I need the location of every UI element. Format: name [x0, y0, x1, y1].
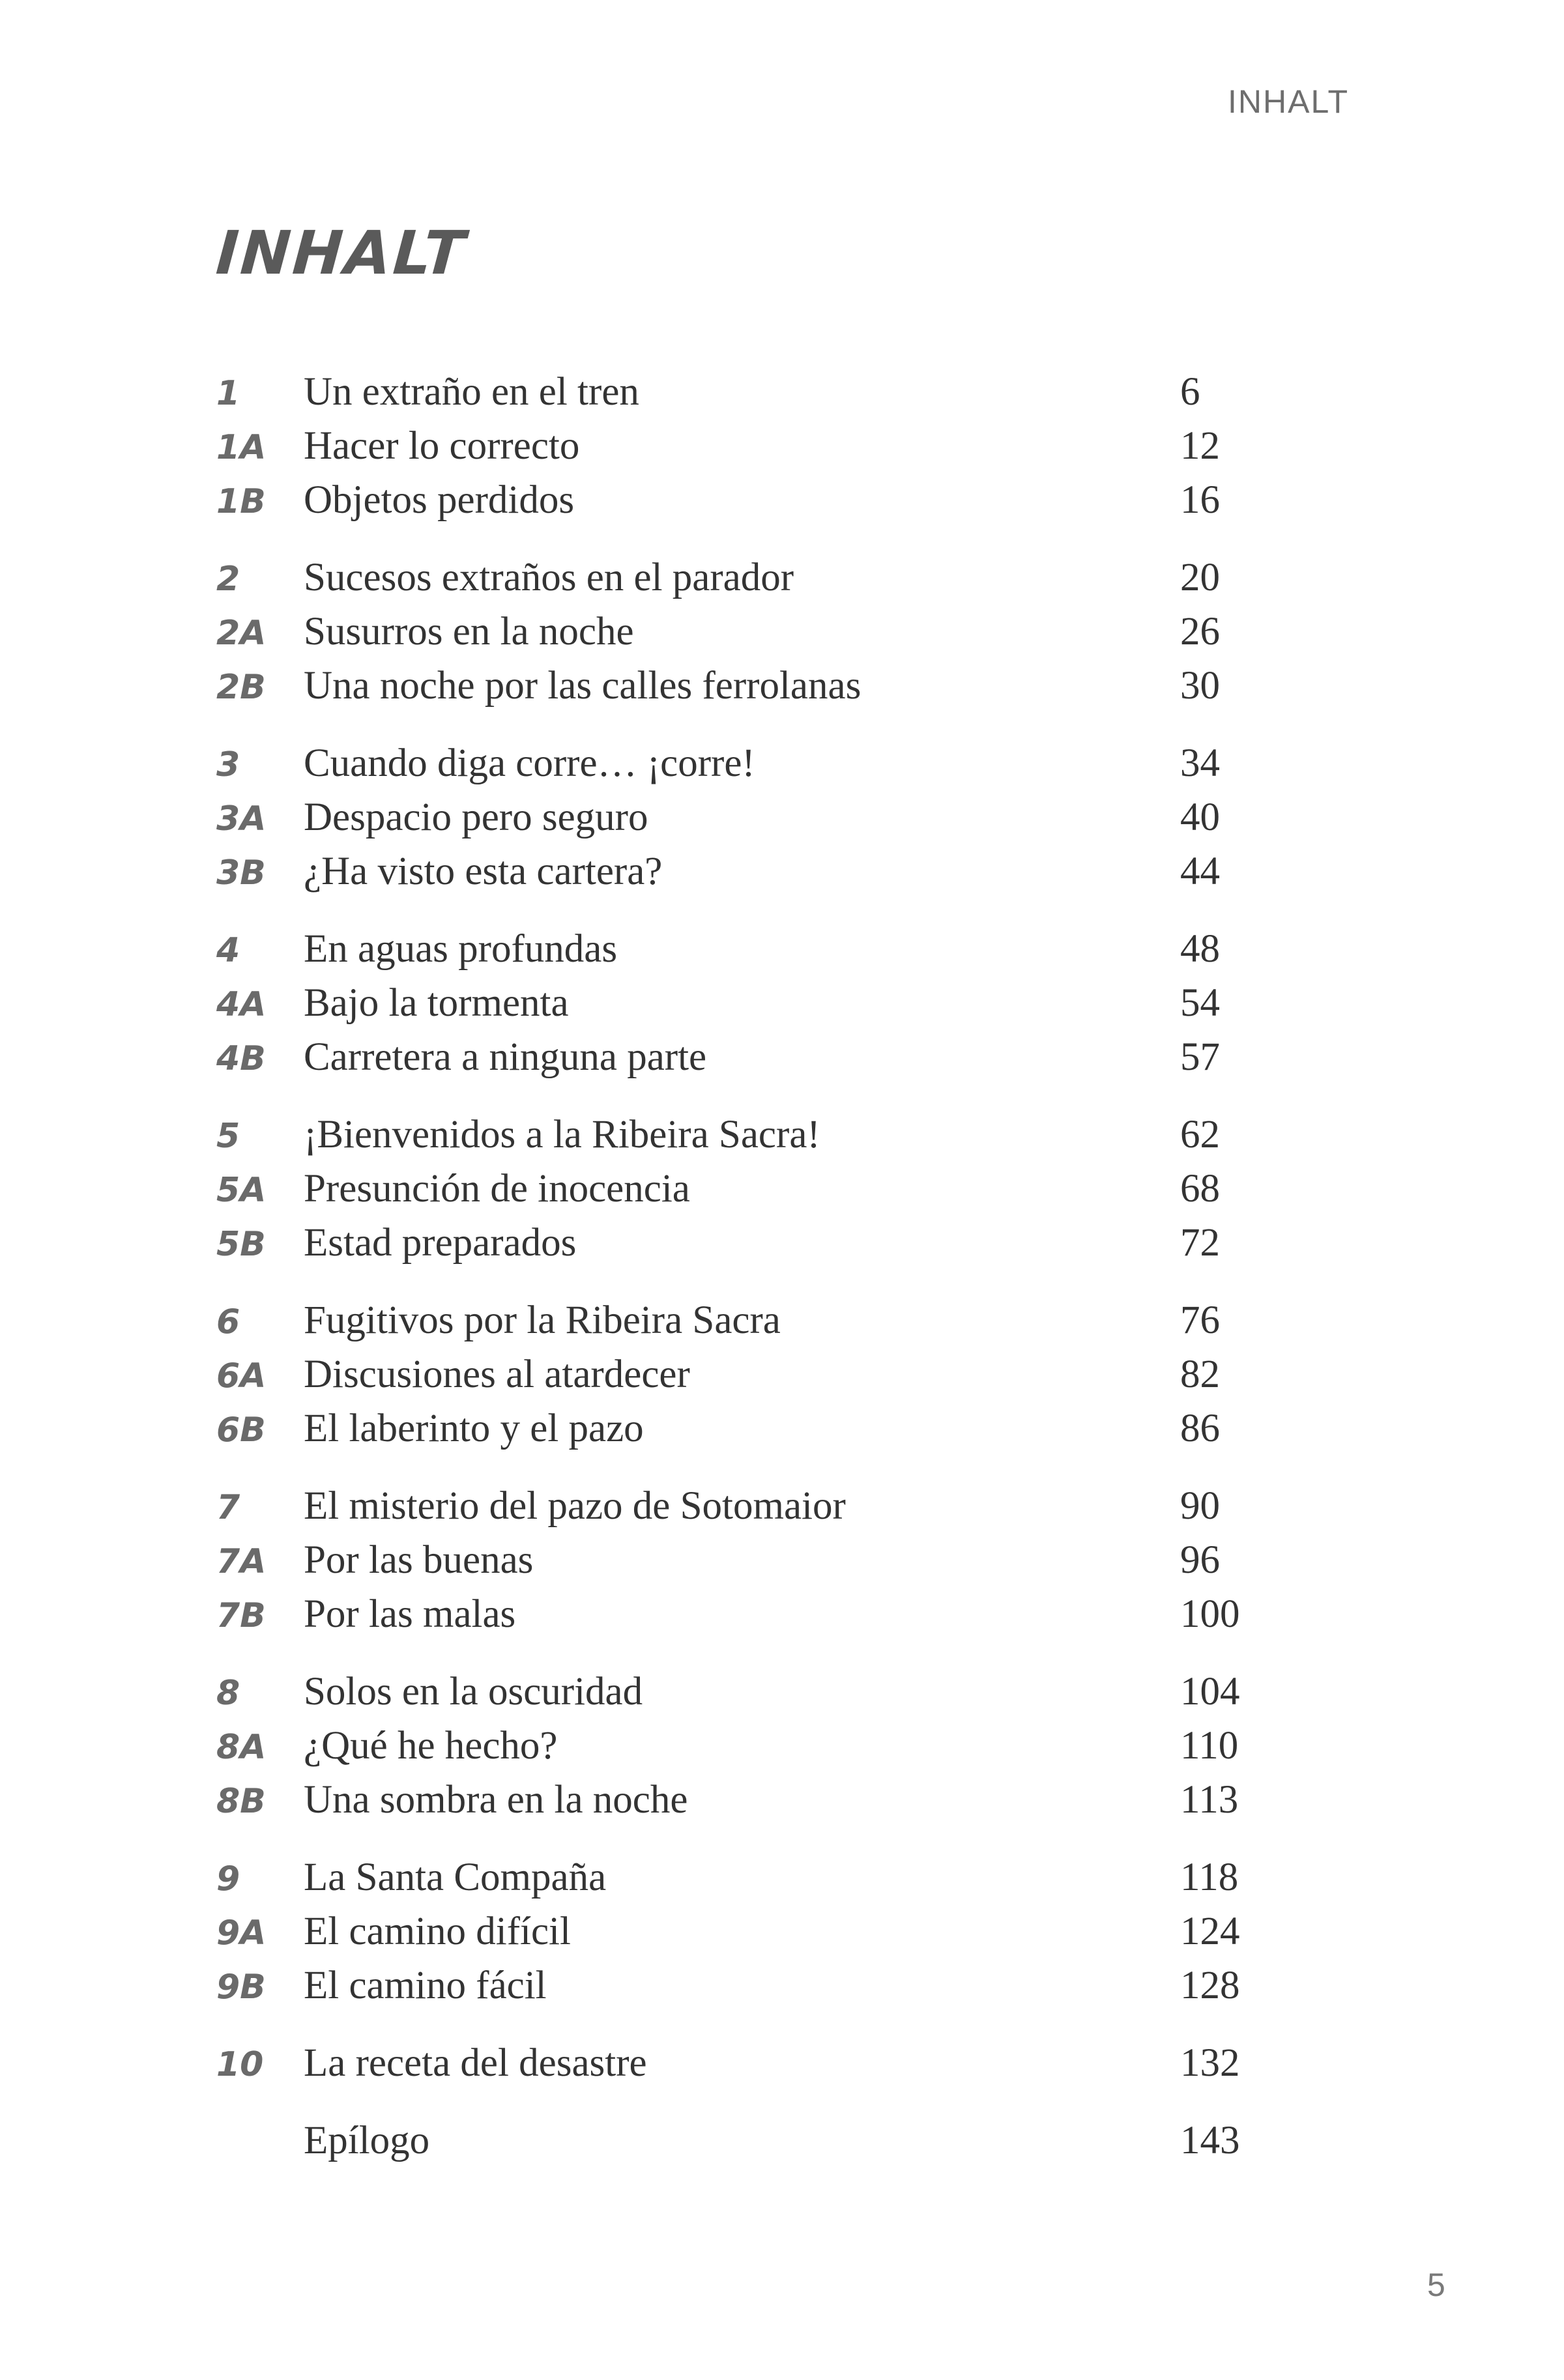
- page-number: 5: [1427, 2267, 1445, 2303]
- chapter-page: 54: [1180, 981, 1220, 1025]
- toc-group: [216, 1479, 1272, 1641]
- chapter-page: 62: [1180, 1113, 1220, 1156]
- chapter-title: Despacio pero seguro: [304, 796, 648, 839]
- chapter-number: 6: [216, 1302, 240, 1341]
- toc-entry: [216, 1904, 1272, 1958]
- chapter-page: 30: [1180, 664, 1220, 708]
- toc-group: [216, 1665, 1272, 1827]
- chapter-page: 96: [1180, 1538, 1220, 1582]
- chapter-title: Una sombra en la noche: [304, 1778, 688, 1822]
- toc-entry: [216, 2114, 1272, 2168]
- toc-entry: [216, 1958, 1272, 2013]
- toc-group: [216, 1850, 1272, 2013]
- table-of-contents: [216, 365, 1272, 2191]
- chapter-number: 8A: [216, 1728, 267, 1767]
- chapter-page: 20: [1180, 556, 1220, 599]
- toc-entry: [216, 1108, 1272, 1162]
- chapter-page: 82: [1180, 1353, 1220, 1396]
- chapter-number: 10: [216, 2045, 264, 2084]
- chapter-page: 132: [1180, 2041, 1240, 2085]
- toc-entry: [216, 419, 1272, 473]
- chapter-title: Estad preparados: [304, 1221, 577, 1265]
- toc-group: [216, 736, 1272, 898]
- chapter-page: 44: [1180, 850, 1220, 893]
- chapter-page: 143: [1180, 2119, 1240, 2162]
- chapter-page: 57: [1180, 1035, 1220, 1079]
- chapter-title: El camino difícil: [304, 1910, 571, 1953]
- chapter-page: 76: [1180, 1298, 1220, 1342]
- toc-group: [216, 365, 1272, 527]
- chapter-number: 7A: [216, 1542, 267, 1581]
- chapter-page: 68: [1180, 1167, 1220, 1211]
- chapter-number: 5: [216, 1117, 240, 1156]
- chapter-number: 4A: [216, 985, 267, 1024]
- chapter-page: 118: [1180, 1856, 1239, 1899]
- chapter-number: 2A: [216, 614, 267, 653]
- chapter-page: 34: [1180, 741, 1220, 785]
- chapter-number: 2B: [216, 668, 266, 707]
- toc-entry: [216, 2036, 1272, 2090]
- chapter-number: 8B: [216, 1782, 266, 1821]
- page-title: INHALT: [214, 218, 469, 288]
- running-header: INHALT: [1228, 83, 1350, 120]
- chapter-number: 6A: [216, 1356, 267, 1396]
- chapter-page: 128: [1180, 1964, 1240, 2007]
- chapter-number: 4B: [216, 1039, 266, 1078]
- toc-entry: [216, 1162, 1272, 1216]
- chapter-number: 1: [216, 374, 240, 413]
- chapter-number: 9B: [216, 1968, 266, 2007]
- toc-entry: [216, 844, 1272, 898]
- chapter-number: 5B: [216, 1225, 266, 1264]
- chapter-number: 4: [216, 931, 240, 970]
- toc-group: [216, 2114, 1272, 2168]
- toc-entry: [216, 1347, 1272, 1401]
- toc-entry: [216, 1030, 1272, 1084]
- chapter-number: 8: [216, 1674, 240, 1713]
- chapter-title: Por las buenas: [304, 1538, 534, 1582]
- toc-group: [216, 922, 1272, 1084]
- chapter-number: 6B: [216, 1411, 266, 1450]
- chapter-title: ¿Ha visto esta cartera?: [304, 850, 663, 893]
- chapter-number: 9: [216, 1859, 240, 1899]
- toc-entry: [216, 1587, 1272, 1641]
- chapter-page: 113: [1180, 1778, 1239, 1822]
- toc-group: [216, 1108, 1272, 1270]
- chapter-number: 7: [216, 1488, 240, 1527]
- chapter-title: Carretera a ninguna parte: [304, 1035, 707, 1079]
- chapter-title: Sucesos extraños en el parador: [304, 556, 794, 599]
- toc-entry: [216, 551, 1272, 605]
- chapter-number: 7B: [216, 1596, 266, 1635]
- chapter-number: 2: [216, 560, 240, 599]
- chapter-title: La receta del desastre: [304, 2041, 647, 2085]
- chapter-title: Un extraño en el tren: [304, 370, 639, 414]
- chapter-title: El camino fácil: [304, 1964, 547, 2007]
- chapter-number: 3B: [216, 853, 266, 893]
- chapter-title: Fugitivos por la Ribeira Sacra: [304, 1298, 781, 1342]
- chapter-number: 3: [216, 745, 240, 784]
- chapter-title: Objetos perdidos: [304, 478, 575, 522]
- chapter-page: 124: [1180, 1910, 1240, 1953]
- chapter-title: La Santa Compaña: [304, 1856, 607, 1899]
- chapter-page: 48: [1180, 927, 1220, 971]
- toc-entry: [216, 976, 1272, 1030]
- toc-entry: [216, 659, 1272, 713]
- chapter-number: 3A: [216, 799, 267, 839]
- chapter-title: Solos en la oscuridad: [304, 1670, 643, 1713]
- toc-group: [216, 1293, 1272, 1455]
- chapter-title: El laberinto y el pazo: [304, 1407, 644, 1450]
- chapter-page: 104: [1180, 1670, 1240, 1713]
- chapter-title: El misterio del pazo de Sotomaior: [304, 1484, 846, 1528]
- toc-entry: [216, 605, 1272, 659]
- chapter-title: Bajo la tormenta: [304, 981, 569, 1025]
- chapter-number: 9A: [216, 1914, 267, 1953]
- toc-entry: [216, 473, 1272, 527]
- toc-group: [216, 2036, 1272, 2090]
- chapter-title: Una noche por las calles ferrolanas: [304, 664, 862, 708]
- chapter-title: Cuando diga corre… ¡corre!: [304, 741, 755, 785]
- toc-entry: [216, 1665, 1272, 1719]
- chapter-page: 12: [1180, 424, 1220, 468]
- chapter-page: 72: [1180, 1221, 1220, 1265]
- chapter-title: Hacer lo correcto: [304, 424, 580, 468]
- toc-entry: [216, 790, 1272, 844]
- chapter-title: Susurros en la noche: [304, 610, 634, 653]
- chapter-title: Por las malas: [304, 1592, 516, 1636]
- toc-entry: [216, 365, 1272, 419]
- chapter-page: 6: [1180, 370, 1200, 414]
- chapter-title: En aguas profundas: [304, 927, 618, 971]
- toc-entry: [216, 1216, 1272, 1270]
- toc-entry: [216, 736, 1272, 790]
- chapter-number: 1A: [216, 428, 267, 467]
- chapter-page: 40: [1180, 796, 1220, 839]
- toc-entry: [216, 1293, 1272, 1347]
- chapter-number: 5A: [216, 1171, 267, 1210]
- chapter-page: 26: [1180, 610, 1220, 653]
- toc-entry: [216, 1401, 1272, 1455]
- chapter-number: 1B: [216, 482, 266, 521]
- toc-group: [216, 551, 1272, 713]
- chapter-page: 100: [1180, 1592, 1240, 1636]
- toc-entry: [216, 1850, 1272, 1904]
- chapter-page: 90: [1180, 1484, 1220, 1528]
- chapter-page: 86: [1180, 1407, 1220, 1450]
- toc-entry: [216, 922, 1272, 976]
- chapter-page: 110: [1180, 1724, 1239, 1768]
- chapter-title: Presunción de inocencia: [304, 1167, 690, 1211]
- toc-entry: [216, 1773, 1272, 1827]
- chapter-title: Discusiones al atardecer: [304, 1353, 690, 1396]
- chapter-title: Epílogo: [304, 2119, 430, 2162]
- toc-entry: [216, 1533, 1272, 1587]
- chapter-title: ¿Qué he hecho?: [304, 1724, 558, 1768]
- chapter-title: ¡Bienvenidos a la Ribeira Sacra!: [304, 1113, 820, 1156]
- toc-entry: [216, 1719, 1272, 1773]
- chapter-page: 16: [1180, 478, 1220, 522]
- toc-entry: [216, 1479, 1272, 1533]
